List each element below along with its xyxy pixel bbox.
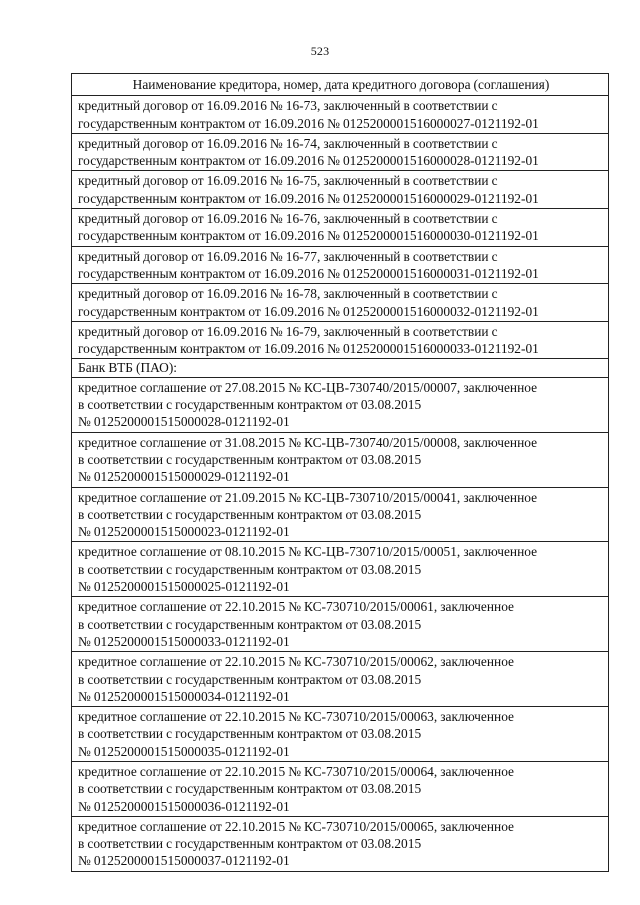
table-cell: кредитный договор от 16.09.2016 № 16-74, заключенный в соответствии с государственным контрактом от 16.09.2016 № 0125200001516000028-0121192-01 <box>72 133 609 171</box>
table-row <box>72 377 609 432</box>
table-cell: кредитный договор от 16.09.2016 № 16-75, заключенный в соответствии с государственным контрактом от 16.09.2016 № 0125200001516000029-0121192-01 <box>72 171 609 209</box>
table-row <box>72 246 609 284</box>
table-cell: кредитный договор от 16.09.2016 № 16-79, заключенный в соответствии с государственным контрактом от 16.09.2016 № 0125200001516000033-0121192-01 <box>72 321 609 359</box>
table-cell: кредитный договор от 16.09.2016 № 16-73, заключенный в соответствии с государственным контрактом от 16.09.2016 № 0125200001516000027-0121192-01 <box>72 96 609 134</box>
table-header-row <box>72 74 609 96</box>
table-row <box>72 321 609 359</box>
table-cell: кредитный договор от 16.09.2016 № 16-76, заключенный в соответствии с государственным контрактом от 16.09.2016 № 0125200001516000030-0121192-01 <box>72 209 609 247</box>
table-row-bank-heading <box>72 359 609 377</box>
table-cell: кредитное соглашение от 08.10.2015 № КС-ЦВ-730710/2015/00051, заключенное в соответствии с государственным контрактом от 03.08.2015 № 0125200001515000025-0121192-01 <box>72 542 609 597</box>
table-cell: кредитное соглашение от 22.10.2015 № КС-730710/2015/00061, заключенное в соответствии с государственным контрактом от 03.08.2015 № 0125200001515000033-0121192-01 <box>72 597 609 652</box>
table-header <box>72 74 609 96</box>
table-row <box>72 171 609 209</box>
table-row <box>72 707 609 762</box>
table-row <box>72 816 609 871</box>
creditors-table <box>71 73 609 872</box>
table-cell: кредитное соглашение от 22.10.2015 № КС-730710/2015/00062, заключенное в соответствии с государственным контрактом от 03.08.2015 № 0125200001515000034-0121192-01 <box>72 652 609 707</box>
table-row <box>72 652 609 707</box>
table-cell: кредитное соглашение от 31.08.2015 № КС-ЦВ-730740/2015/00008, заключенное в соответствии с государственным контрактом от 03.08.2015 № 0125200001515000029-0121192-01 <box>72 432 609 487</box>
column-header-creditor: Наименование кредитора, номер, дата кредитного договора (соглашения) <box>72 74 609 96</box>
table-row <box>72 542 609 597</box>
table-row <box>72 96 609 134</box>
table-row <box>72 487 609 542</box>
table-cell: кредитный договор от 16.09.2016 № 16-77, заключенный в соответствии с государственным контрактом от 16.09.2016 № 0125200001516000031-0121192-01 <box>72 246 609 284</box>
table-row <box>72 133 609 171</box>
table-cell: кредитное соглашение от 22.10.2015 № КС-730710/2015/00064, заключенное в соответствии с государственным контрактом от 03.08.2015 № 0125200001515000036-0121192-01 <box>72 761 609 816</box>
table-cell: кредитное соглашение от 22.10.2015 № КС-730710/2015/00063, заключенное в соответствии с государственным контрактом от 03.08.2015 № 0125200001515000035-0121192-01 <box>72 707 609 762</box>
bank-name-cell: Банк ВТБ (ПАО): <box>72 359 609 377</box>
table-cell: кредитный договор от 16.09.2016 № 16-78, заключенный в соответствии с государственным контрактом от 16.09.2016 № 0125200001516000032-0121192-01 <box>72 284 609 322</box>
table-row <box>72 597 609 652</box>
page-number: 523 <box>310 44 330 58</box>
table-row <box>72 761 609 816</box>
table-body <box>72 96 609 871</box>
table-row <box>72 432 609 487</box>
table-row <box>72 284 609 322</box>
table-cell: кредитное соглашение от 27.08.2015 № КС-ЦВ-730740/2015/00007, заключенное в соответствии с государственным контрактом от 03.08.2015 № 0125200001515000028-0121192-01 <box>72 377 609 432</box>
table-row <box>72 209 609 247</box>
table-cell: кредитное соглашение от 21.09.2015 № КС-ЦВ-730710/2015/00041, заключенное в соответствии с государственным контрактом от 03.08.2015 № 0125200001515000023-0121192-01 <box>72 487 609 542</box>
table-cell: кредитное соглашение от 22.10.2015 № КС-730710/2015/00065, заключенное в соответствии с государственным контрактом от 03.08.2015 № 0125200001515000037-0121192-01 <box>72 816 609 871</box>
